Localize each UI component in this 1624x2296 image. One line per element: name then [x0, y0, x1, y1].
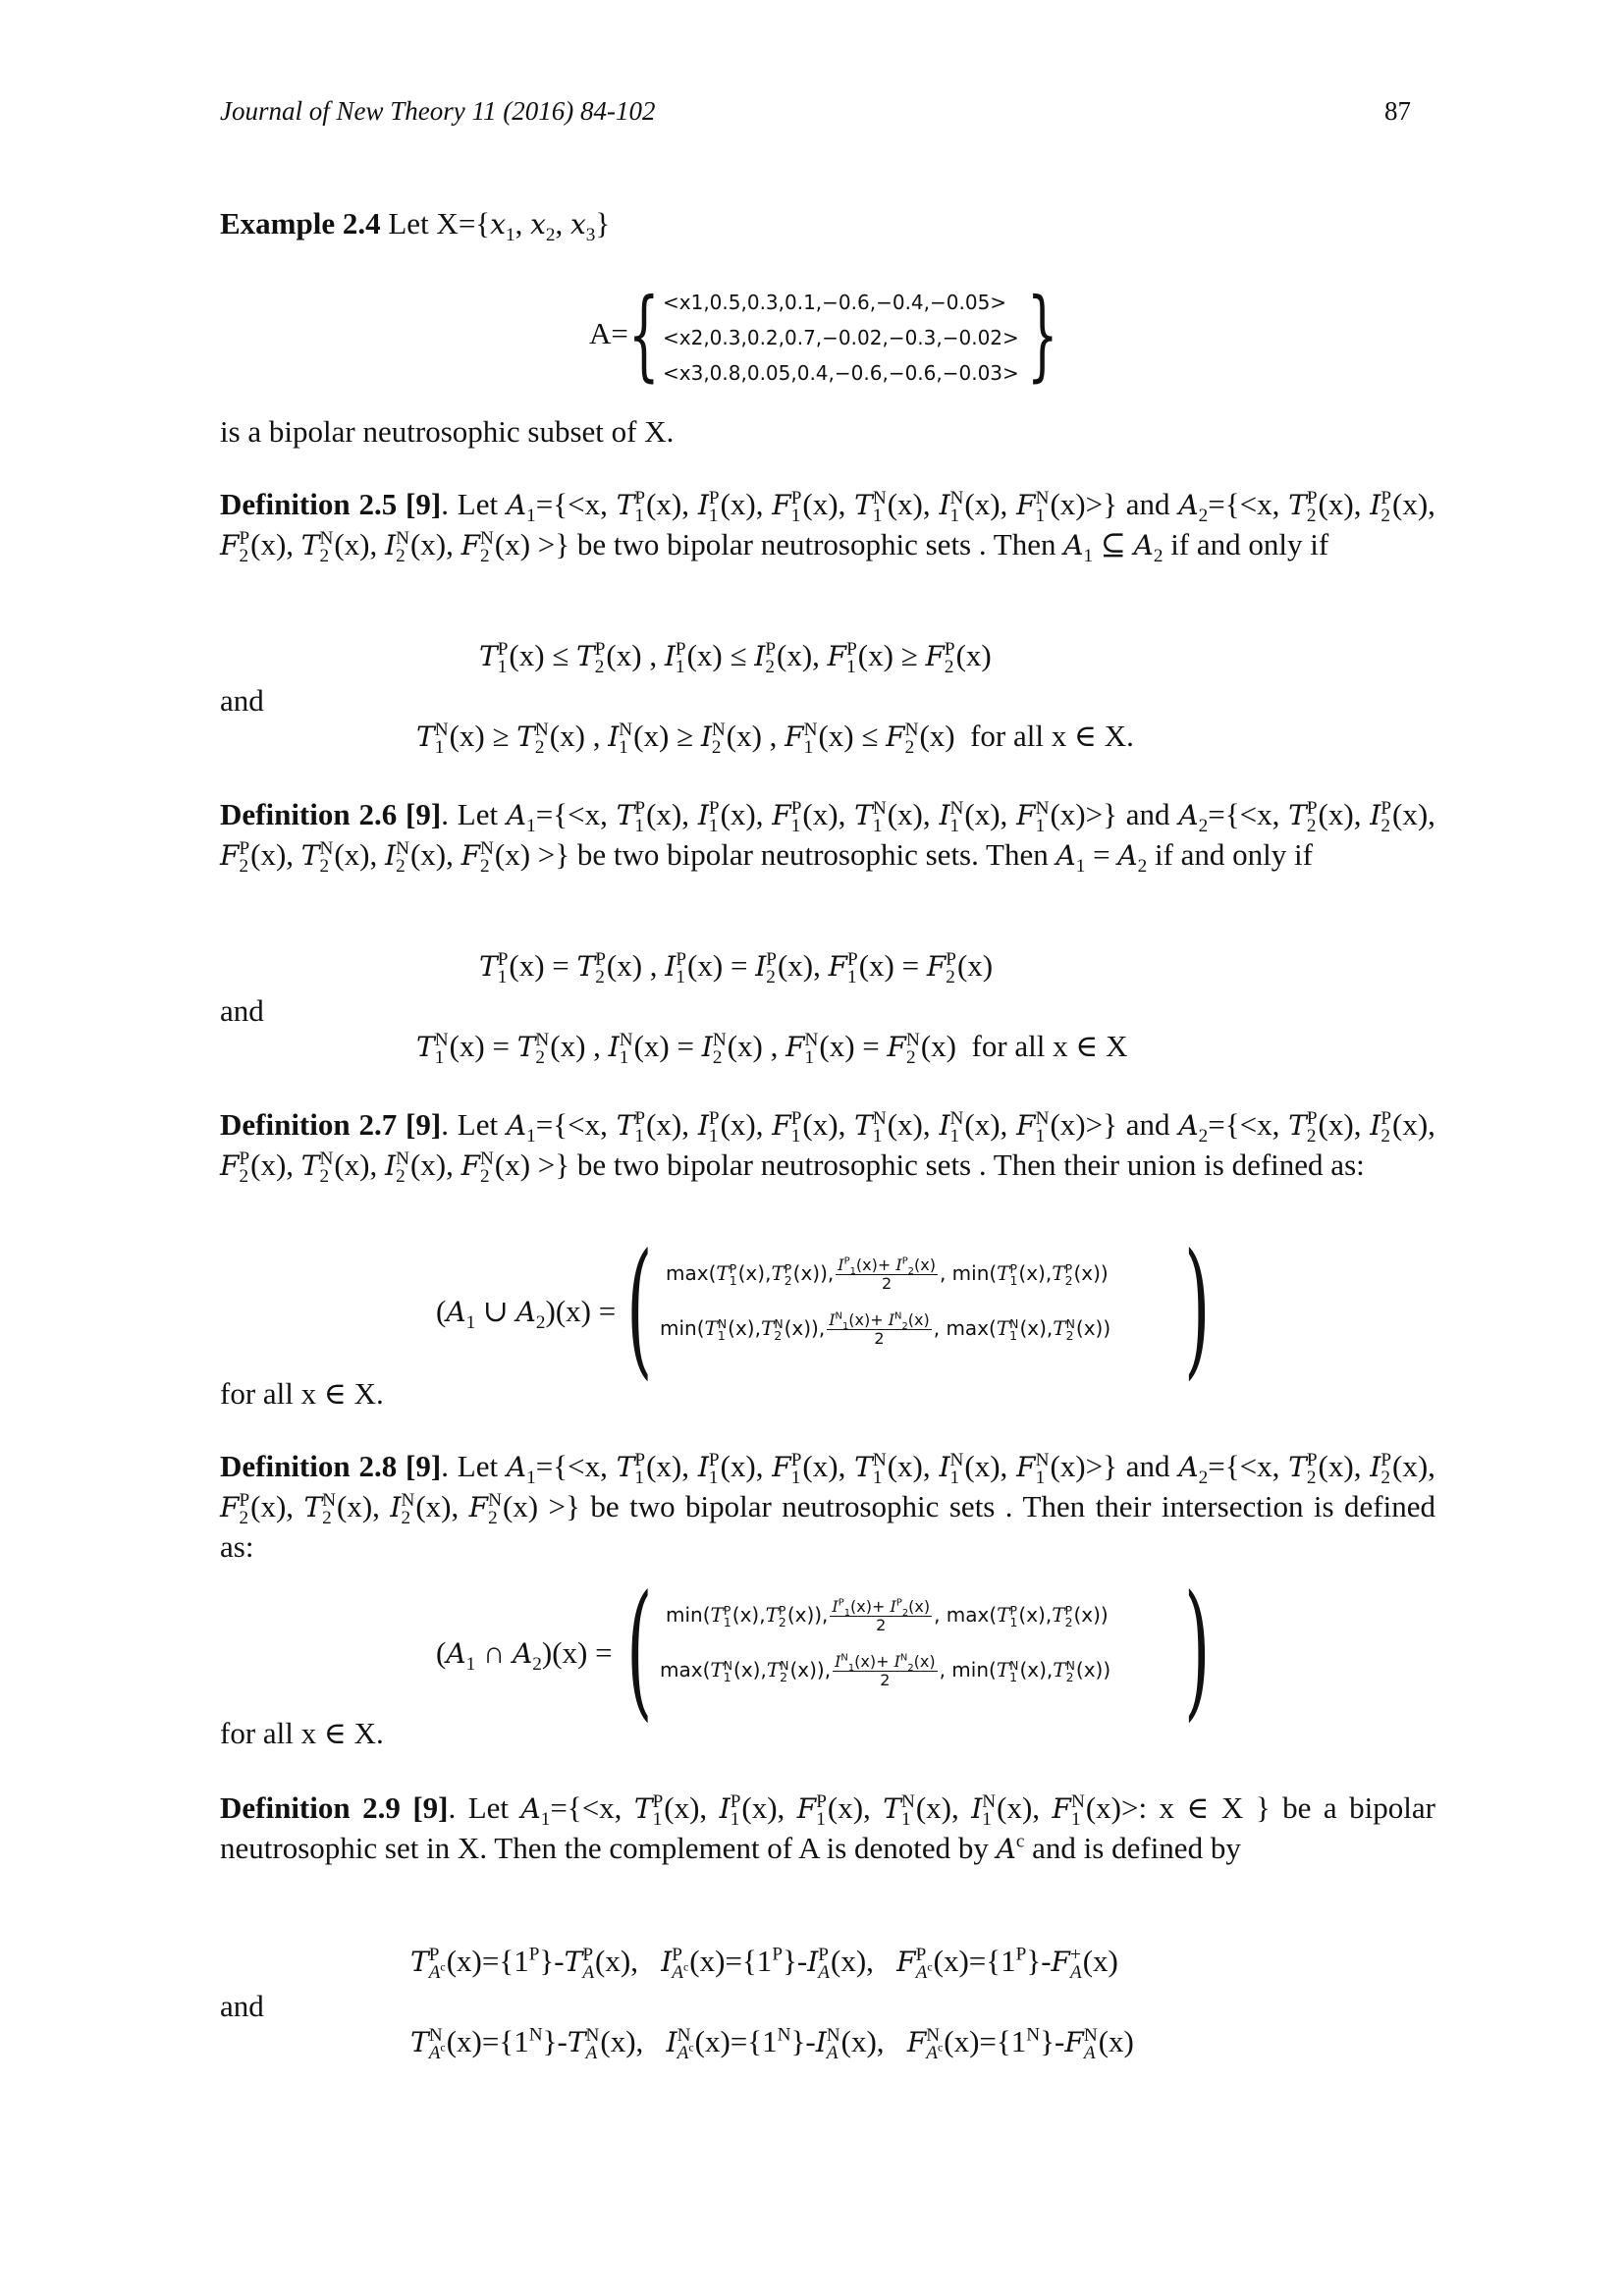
set-row-1: <x1,0.5,0.3,0.1,−0.6,−0.4,−0.05> — [663, 291, 1007, 314]
definition-label: Definition 2.5 [9] — [220, 487, 442, 521]
example-label: Example 2.4 — [220, 206, 381, 240]
definition-2-5: Definition 2.5 [9]. Let $A_1=\{<x$, T P 1 (x), I P 1 (x), F P 1 (x), T N 1 (x), I N 1 (x), F N 1 (x)>} and $A_2=\{<x$, T P 2 (x), I P 2 (x), F P 2 (x), T N 2 (x), I N 2 (x), F N 2 (x) >} be two bipolar neutrosophic sets . Then $A_1$ ⊆ $A_2$ if and only if — [220, 487, 1435, 567]
complement-positive: T P $A^c$ $(x)=\{1^P\}-T$ P A (x), I P $A^c$ $(x)=\{1^P\}-I$ P A (x), F P $A^c$ $(x)=\{1^P\}-F$ + A (x) — [410, 1944, 1118, 1983]
set-row-3: <x3,0.8,0.05,0.4,−0.6,−0.6,−0.03> — [663, 361, 1019, 385]
intersection-right-paren: ) — [1184, 1565, 1211, 1735]
union-matrix: max(T P 1 (x),T P 2 (x)), $\frac{I^P_1(x)+ I^P_2(x)}{2}$ , min(T P 1 (x),T P 2 (x)) min(T N 1 (x),T N 2 (x)), $\frac{I^N_1(x)+ I^N_2(x)}{2}$ , max(T N 1 (x),T N 2 (x)) — [660, 1255, 1111, 1348]
definition-2-6: Definition 2.6 [9]. Let $A_1=\{<x$, T P 1 (x), I P 1 (x), F P 1 (x), T N 1 (x), I N 1 (x), F N 1 (x)>} and $A_2=\{<x$, T P 2 (x), I P 2 (x), F P 2 (x), T N 2 (x), I N 2 (x), F N 2 (x) >} be two bipolar neutrosophic sets. Then $A_1 = A_2$ if and only if — [220, 797, 1435, 878]
def25-condition-negative: T N 1 (x) ≥ T N 2 (x) , I N 1 (x) ≥ I N 2 (x) , F N 1 (x) ≤ F N 2 (x) for all x ∈ X. — [416, 719, 1134, 758]
intersection-left-paren: ( — [626, 1565, 653, 1735]
union-right-paren: ) — [1184, 1223, 1211, 1394]
def26-condition-negative: T N 1 (x) = T N 2 (x) , I N 1 (x) = I N 2 (x) , F N 1 (x) = F N 2 (x) for all x ∈ X — [416, 1029, 1128, 1068]
running-header: Journal of New Theory 11 (2016) 84-102 — [220, 96, 656, 126]
union-lhs: ($A_1$ ∪ $A_2)(x)$ = — [436, 1294, 617, 1334]
def25-condition-positive: T P 1 (x) ≤ T P 2 (x) , I P 1 (x) ≤ I P 2 (x), F P 1 (x) ≥ F P 2 (x) — [479, 638, 992, 677]
complement-negative: T N $A^c$ $(x)=\{1^N\}-T$ N A (x), I N $A^c$ $(x)=\{1^N\}-I$ N A (x), F N $A^c$ $(x)=\{1^N\}-F$ N A (x) — [410, 2024, 1134, 2063]
intersection-matrix: min(T P 1 (x),T P 2 (x)), $\frac{I^P_1(x)+ I^P_2(x)}{2}$ , max(T P 1 (x),T P 2 (x)) max(T N 1 (x),T N 2 (x)), $\frac{I^N_1(x)+ I^N_2(x)}{2}$ , min(T N 1 (x),T N 2 (x)) — [660, 1597, 1111, 1689]
def26-condition-positive: T P 1 (x) = T P 2 (x) , I P 1 (x) = I P 2 (x), F P 1 (x) = F P 2 (x) — [479, 948, 994, 988]
definition-label: Definition 2.6 [9] — [220, 797, 442, 831]
def27-forall: for all x ∈ X. — [220, 1376, 384, 1411]
example-conclusion: is a bipolar neutrosophic subset of X. — [220, 414, 675, 449]
example-2-4: Example 2.4 Let $X=\{x_1$, $x_2$, $x_3$} — [220, 206, 611, 246]
def28-forall: for all x ∈ X. — [220, 1716, 384, 1750]
def25-and: and — [220, 683, 264, 718]
definition-2-9: Definition 2.9 [9]. Let $A_1=\{<x$, T P 1 (x), I P 1 (x), F P 1 (x), T N 1 (x), I N 1 (x), F N 1 (x)>: x ∈ X } be a bipolar neutrosophic set in X. Then the complement of A is denoted by $A^c$ and is defined by — [220, 1790, 1435, 1866]
union-left-paren: ( — [626, 1223, 653, 1394]
definition-2-8: Definition 2.8 [9]. Let $A_1=\{<x$, T P 1 (x), I P 1 (x), F P 1 (x), T N 1 (x), I N 1 (x), F N 1 (x)>} and $A_2=\{<x$, T P 2 (x), I P 2 (x), F P 2 (x), T N 2 (x), I N 2 (x), F N 2 (x) >} be two bipolar neutrosophic sets . Then their intersection is defined as: — [220, 1449, 1435, 1565]
set-row-2: <x2,0.3,0.2,0.7,−0.02,−0.3,−0.02> — [663, 326, 1019, 349]
intersection-lhs: ($A_1$ ∩ $A_2)(x)$ = — [436, 1635, 613, 1676]
definition-label: Definition 2.9 [9] — [220, 1790, 449, 1825]
def29-and: and — [220, 1989, 264, 2023]
example-set-a: A= { <x1,0.5,0.3,0.1,−0.6,−0.4,−0.05> <x2,0.3,0.2,0.7,−0.02,−0.3,−0.02> <x3,0.8,0.05,0.4,−0.6,−0.6,−0.03> } — [589, 277, 1058, 392]
definition-2-7: Definition 2.7 [9]. Let $A_1=\{<x$, T P 1 (x), I P 1 (x), F P 1 (x), T N 1 (x), I N 1 (x), F N 1 (x)>} and $A_2=\{<x$, T P 2 (x), I P 2 (x), F P 2 (x), T N 2 (x), I N 2 (x), F N 2 (x) >} be two bipolar neutrosophic sets . Then their union is defined as: — [220, 1107, 1435, 1188]
def26-and: and — [220, 993, 264, 1028]
definition-label: Definition 2.7 [9] — [220, 1107, 442, 1142]
definition-label: Definition 2.8 [9] — [220, 1449, 442, 1483]
set-rows — [663, 285, 1019, 391]
page-number: 87 — [1384, 96, 1411, 126]
